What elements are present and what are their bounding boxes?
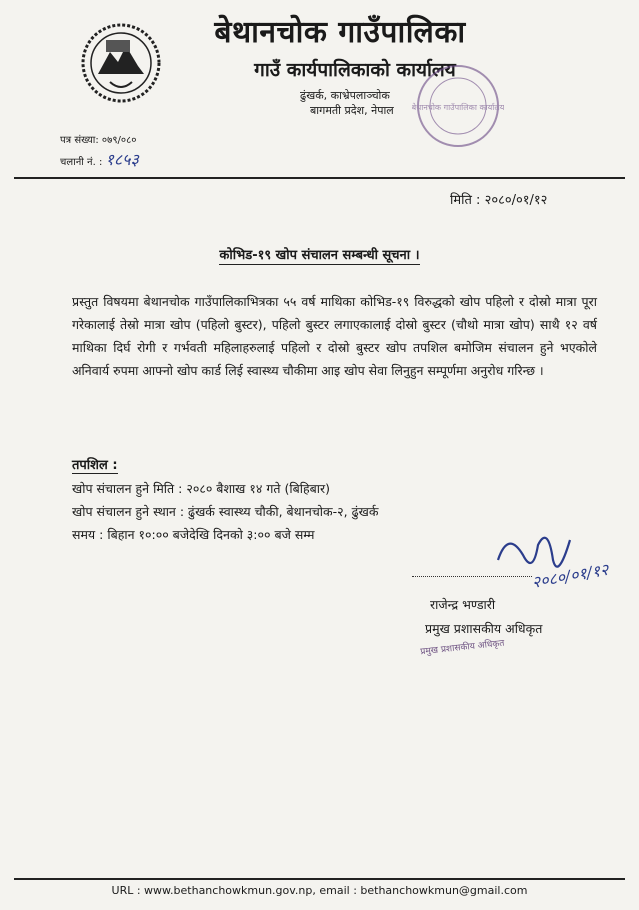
details-location: खोप संचालन हुने स्थान : ढुंखर्क स्वास्थ्य चौकी, बेथानचोक-२, ढुंखर्क <box>72 504 379 519</box>
details-time: समय : बिहान १०:०० बजेदेखि दिनको ३:०० बजे सम्म <box>72 527 315 542</box>
header-divider <box>14 177 625 179</box>
dispatch-number-row <box>60 148 139 170</box>
officer-seal-icon: प्रमुख प्रशासकीय अधिकृत <box>419 638 505 658</box>
footer-divider <box>14 878 625 880</box>
office-seal-text: बेथानचोक गाउँपालिका कार्यालय <box>412 103 504 112</box>
signatory-title: प्रमुख प्रशासकीय अधिकृत <box>425 621 543 636</box>
letter-date: मिति : २०८०/०१/१२ <box>450 193 548 208</box>
subject-text: कोभिड-१९ खोप संचालन सम्बन्धी सूचना । <box>219 248 420 263</box>
details-date: खोप संचालन हुने मिति : २०८० बैशाख १४ गते (बिहिबार) <box>72 481 330 496</box>
office-seal-icon <box>412 60 504 152</box>
office-name: गाउँ कार्यपालिकाको कार्यालय <box>254 59 456 81</box>
letter-number: पत्र संख्या: ०७९/०८० <box>60 135 137 146</box>
nepal-emblem-icon <box>80 22 162 104</box>
handwritten-signature <box>478 510 638 600</box>
org-title: बेथानचोक गाउँपालिका <box>214 15 466 50</box>
dispatch-number-label: चलानी नं. : <box>60 157 103 168</box>
details-heading: तपशिल : <box>72 455 118 474</box>
dispatch-number-value: १८५३ <box>105 150 139 169</box>
signature-line <box>412 576 532 577</box>
notice-body: प्रस्तुत विषयमा बेथानचोक गाउँपालिकाभित्रका ५५ वर्ष माथिका कोभिड-१९ विरुद्धको खोप पहिलो र दोस्रो मात्रा पूरा गरेकालाई तेस्रो मात्रा खोप (पहिलो बुस्टर), पहिलो बुस्टर लगाएकालाई दोस्रो बुस्टर (चौथो मात्रा खोप) साथै १२ वर्ष माथिका दिर्घ रोगी र गर्भवती महिलाहरुलाई पहिलो र दोस्रो बुस्टर खोप तपशिल बमोजिम संचालन हुने भएकोले अनिवार्य रुपमा आफ्नो खोप कार्ड लिई स्वास्थ्य चौकीमा आइ खोप सेवा लिनुहुन सम्पूर्णमा अनुरोध गरिन्छ । <box>72 294 597 378</box>
subject-line <box>0 245 639 263</box>
signatory-name: राजेन्द्र भण्डारी <box>430 597 496 612</box>
footer-contact: URL : www.bethanchowkmun.gov.np, email : bethanchowkmun@gmail.com <box>111 884 528 897</box>
address-line-2: बागमती प्रदेश, नेपाल <box>310 104 394 117</box>
address-line-1: ढुंखर्क, काभ्रेपलाञ्चोक <box>300 89 390 102</box>
signature-date: २०८०/०१/१२ <box>530 559 610 592</box>
